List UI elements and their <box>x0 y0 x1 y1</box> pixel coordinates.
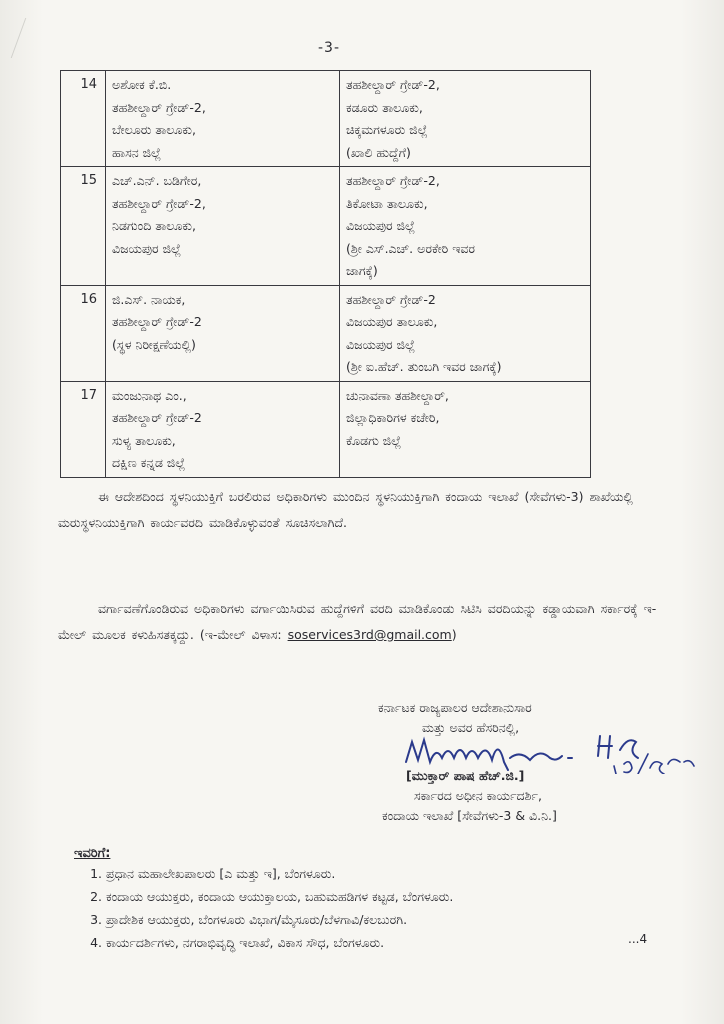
new-posting-cell <box>340 71 591 167</box>
current-posting-line: ಜಿ.ಎಸ್. ನಾಯಕ, <box>112 291 186 307</box>
transfer-table <box>60 70 591 478</box>
table-row <box>61 381 591 477</box>
cc-list <box>76 862 686 954</box>
report-paragraph <box>58 596 668 648</box>
cc-item: 1. ಪ್ರಧಾನ ಮಹಾಲೇಖಪಾಲರು [ಎ ಮತ್ತು ಇ], ಬೆಂಗಳೂರು. <box>106 862 686 885</box>
new-posting-line: (ಶ್ರೀ ಎಸ್.ಎಚ್. ಅರಕೇರಿ ಇವರ <box>346 240 476 256</box>
email-link[interactable]: soservices3rd@gmail.com <box>287 627 452 642</box>
cc-heading: ಇವರಿಗೆ: <box>74 846 111 861</box>
table-row <box>61 167 591 286</box>
signatory-department: ಕಂದಾಯ ಇಲಾಖೆ [ಸೇವೆಗಳು-3 & ವಿ.ನಿ.] <box>382 808 557 823</box>
current-posting-line: ತಹಶೀಲ್ದಾರ್ ಗ್ರೇಡ್-2 <box>112 410 202 425</box>
serial-number: 15 <box>61 167 106 286</box>
new-posting-line: ತಹಶೀಲ್ದಾರ್ ಗ್ರೇಡ್-2 <box>346 291 436 307</box>
current-posting-line: ಮಂಜುನಾಥ ಎಂ., <box>112 387 187 403</box>
current-posting-cell <box>106 71 340 167</box>
signatory-block <box>378 766 557 826</box>
current-posting-line: ಎಚ್.ಎನ್. ಬಡಿಗೇರ, <box>112 173 202 188</box>
paper-fold-mark <box>0 18 26 58</box>
current-posting-line: ದಕ್ಷಿಣ ಕನ್ನಡ ಜಿಲ್ಲೆ <box>112 455 186 470</box>
new-posting-line: ತಹಶೀಲ್ದಾರ್ ಗ್ರೇಡ್-2, <box>346 173 440 188</box>
current-posting-line: ತಹಶೀಲ್ದಾರ್ ಗ್ರೇಡ್-2, <box>112 99 206 115</box>
signatory-name-line <box>378 766 557 786</box>
new-posting-line: ಕೊಡಗು ಜಿಲ್ಲೆ <box>346 432 402 448</box>
new-posting-line: ಜಿಲ್ಲಾಧಿಕಾರಿಗಳ ಕಚೇರಿ, <box>346 410 440 425</box>
new-posting-line: (ಶ್ರೀ ಐ.ಹೆಚ್. ತುಂಬಗಿ ಇವರ ಜಾಗಕ್ಕೆ) <box>346 359 502 374</box>
instruction-paragraph: ಈ ಆದೇಶದಿಂದ ಸ್ಥಳನಿಯುಕ್ತಿಗೆ ಬರಲಿರುವ ಅಧಿಕಾರಿಗಳು ಮುಂದಿನ ಸ್ಥಳನಿಯುಕ್ತಿಗಾಗಿ ಕಂದಾಯ ಇಲಾಖೆ (ಸೇವೆಗಳು-3) ಶಾಖೆಯಲ್ಲಿ ಮರುಸ್ಥಳನಿಯುಕ್ತಿಗಾಗಿ ಕಾರ್ಯವರದಿ ಮಾಡಿಕೊಳ್ಳುವಂತೆ ಸೂಚಿಸಲಾಗಿದೆ. <box>58 489 633 530</box>
signatory-designation: ಸರ್ಕಾರದ ಅಧೀನ ಕಾರ್ಯದರ್ಶಿ, <box>414 788 542 803</box>
new-posting-cell <box>340 285 591 381</box>
continued-marker: ...4 <box>628 932 648 946</box>
new-posting-line: ವಿಜಯಪುರ ಜಿಲ್ಲೆ <box>346 336 416 352</box>
report-paragraph-text: ವರ್ಗಾವಣೆಗೊಂಡಿರುವ ಅಧಿಕಾರಿಗಳು ವರ್ಗಾಯಿಸಿರುವ ಹುದ್ದೆಗಳಿಗೆ ವರದಿ ಮಾಡಿಕೊಂಡು ಸಿಟಿಸಿ ವರದಿಯನ್ನು ಕಡ್ಡಾಯವಾಗಿ ಸರ್ಕಾರಕ್ಕೆ ಇ-ಮೇಲ್ ಮೂಲಕ ಕಳುಹಿಸತಕ್ಕದ್ದು. (ಇ-ಮೇಲ್ ವಿಳಾಸ: <box>58 601 657 642</box>
new-posting-line: ಚಿಕ್ಕಮಗಳೂರು ಜಿಲ್ಲೆ <box>346 122 428 137</box>
table-row <box>61 71 591 167</box>
transfer-table-body <box>61 71 591 478</box>
new-posting-line: ಚುನಾವಣಾ ತಹಶೀಲ್ದಾರ್, <box>346 387 449 403</box>
serial-number: 14 <box>61 71 106 167</box>
current-posting-line: ಅಶೋಕ ಕೆ.ಬಿ. <box>112 77 172 92</box>
new-posting-cell <box>340 381 591 477</box>
new-posting-line: (ಖಾಲಿ ಹುದ್ದೆಗೆ) <box>346 144 411 160</box>
page-number: -3- <box>318 40 341 56</box>
new-posting-line: ವಿಜಯಪುರ ಜಿಲ್ಲೆ <box>346 218 416 233</box>
current-posting-line: ತಹಶೀಲ್ದಾರ್ ಗ್ರೇಡ್-2 <box>112 314 202 329</box>
current-posting-line: ವಿಜಯಪುರ ಜಿಲ್ಲೆ <box>112 240 182 256</box>
current-posting-line: ನಿಡಗುಂದಿ ತಾಲೂಕು, <box>112 218 196 233</box>
order-authority-line1: ಕರ್ನಾಟಕ ರಾಜ್ಯಪಾಲರ ಆದೇಶಾನುಸಾರ <box>378 700 532 715</box>
new-posting-line: ತಿಕೋಟಾ ತಾಲೂಕು, <box>346 195 428 211</box>
new-posting-line: ವಿಜಯಪುರ ತಾಲೂಕು, <box>346 314 438 329</box>
serial-number: 16 <box>61 285 106 381</box>
new-posting-line: ಕಡೂರು ತಾಲೂಕು, <box>346 99 423 115</box>
signatory-name: [ಮುಕ್ತಾರ್ ಪಾಷ ಹೆಚ್.ಜಿ.] <box>406 768 525 783</box>
current-posting-cell <box>106 167 340 286</box>
cc-item: 3. ಪ್ರಾದೇಶಿಕ ಆಯುಕ್ತರು, ಬೆಂಗಳೂರು ವಿಭಾಗ/ಮೈಸೂರು/ಬೆಳಗಾವಿ/ಕಲಬುರಗಿ. <box>106 908 686 931</box>
cc-item: 4. ಕಾರ್ಯದರ್ಶಿಗಳು, ನಗರಾಭಿವೃದ್ಧಿ ಇಲಾಖೆ, ವಿಕಾಸ ಸೌಧ, ಬೆಂಗಳೂರು. <box>106 931 686 954</box>
current-posting-line: (ಸ್ಥಳ ನಿರೀಕ್ಷಣೆಯಲ್ಲಿ) <box>112 336 196 352</box>
current-posting-line: ಬೇಲೂರು ತಾಲೂಕು, <box>112 122 196 137</box>
cc-item: 2. ಕಂದಾಯ ಆಯುಕ್ತರು, ಕಂದಾಯ ಆಯುಕ್ತಾಲಯ, ಬಹುಮಹಡಿಗಳ ಕಟ್ಟಡ, ಬೆಂಗಳೂರು. <box>106 885 686 908</box>
report-paragraph-end: ) <box>451 627 457 642</box>
serial-number: 17 <box>61 381 106 477</box>
new-posting-line: ಜಾಗಕ್ಕೆ) <box>346 263 378 278</box>
current-posting-cell <box>106 285 340 381</box>
current-posting-line: ತಹಶೀಲ್ದಾರ್ ಗ್ರೇಡ್-2, <box>112 195 206 211</box>
current-posting-line: ಸುಳ್ಯ ತಾಲೂಕು, <box>112 432 176 448</box>
order-authority-line2: ಮತ್ತು ಅವರ ಹೆಸರಿನಲ್ಲಿ, <box>422 720 520 735</box>
current-posting-cell <box>106 381 340 477</box>
new-posting-cell <box>340 167 591 286</box>
table-row <box>61 285 591 381</box>
new-posting-line: ತಹಶೀಲ್ದಾರ್ ಗ್ರೇಡ್-2, <box>346 77 440 92</box>
current-posting-line: ಹಾಸನ ಜಿಲ್ಲೆ <box>112 144 162 160</box>
